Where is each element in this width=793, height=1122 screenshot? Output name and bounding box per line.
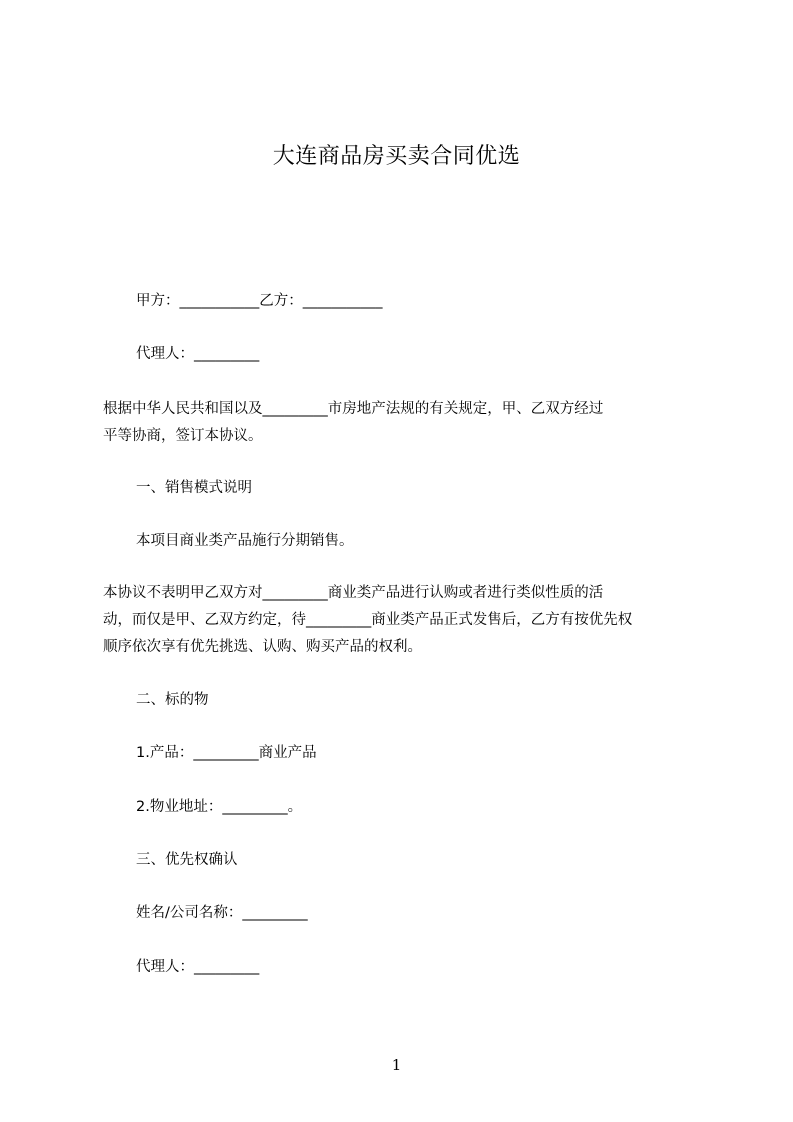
section-1-para-line-2: 动，而仅是甲、乙双方约定，待_________商业类产品正式发售后，乙方有按优先权 <box>103 612 633 628</box>
section-3-name-line: 姓名/公司名称：_________ <box>136 905 308 921</box>
section-2-heading: 二、标的物 <box>136 692 209 708</box>
section-2-item-2: 2.物业地址：_________。 <box>136 799 303 815</box>
section-2-item-1: 1.产品：_________商业产品 <box>136 745 317 761</box>
section-1-text: 本项目商业类产品施行分期销售。 <box>136 533 354 549</box>
agent-line-2: 代理人：_________ <box>136 959 260 975</box>
section-3-heading: 三、优先权确认 <box>136 852 238 868</box>
intro-line-1: 根据中华人民共和国以及_________市房地产法规的有关规定，甲、乙双方经过 <box>103 401 604 417</box>
intro-paragraph <box>103 396 703 450</box>
page-number: 1 <box>391 1056 402 1074</box>
intro-line-2: 平等协商，签订本协议。 <box>103 428 263 444</box>
section-1-para-line-3: 顺序依次享有优先挑选、认购、购买产品的权利。 <box>103 639 422 655</box>
document-title: 大连商品房买卖合同优选 <box>272 144 521 169</box>
parties-line: 甲方：___________乙方：___________ <box>136 293 383 309</box>
section-1-para-line-1: 本协议不表明甲乙双方对_________商业类产品进行认购或者进行类似性质的活 <box>103 585 604 601</box>
agent-line: 代理人：_________ <box>136 346 260 362</box>
section-1-paragraph <box>103 580 703 661</box>
section-1-heading: 一、销售模式说明 <box>136 480 252 496</box>
